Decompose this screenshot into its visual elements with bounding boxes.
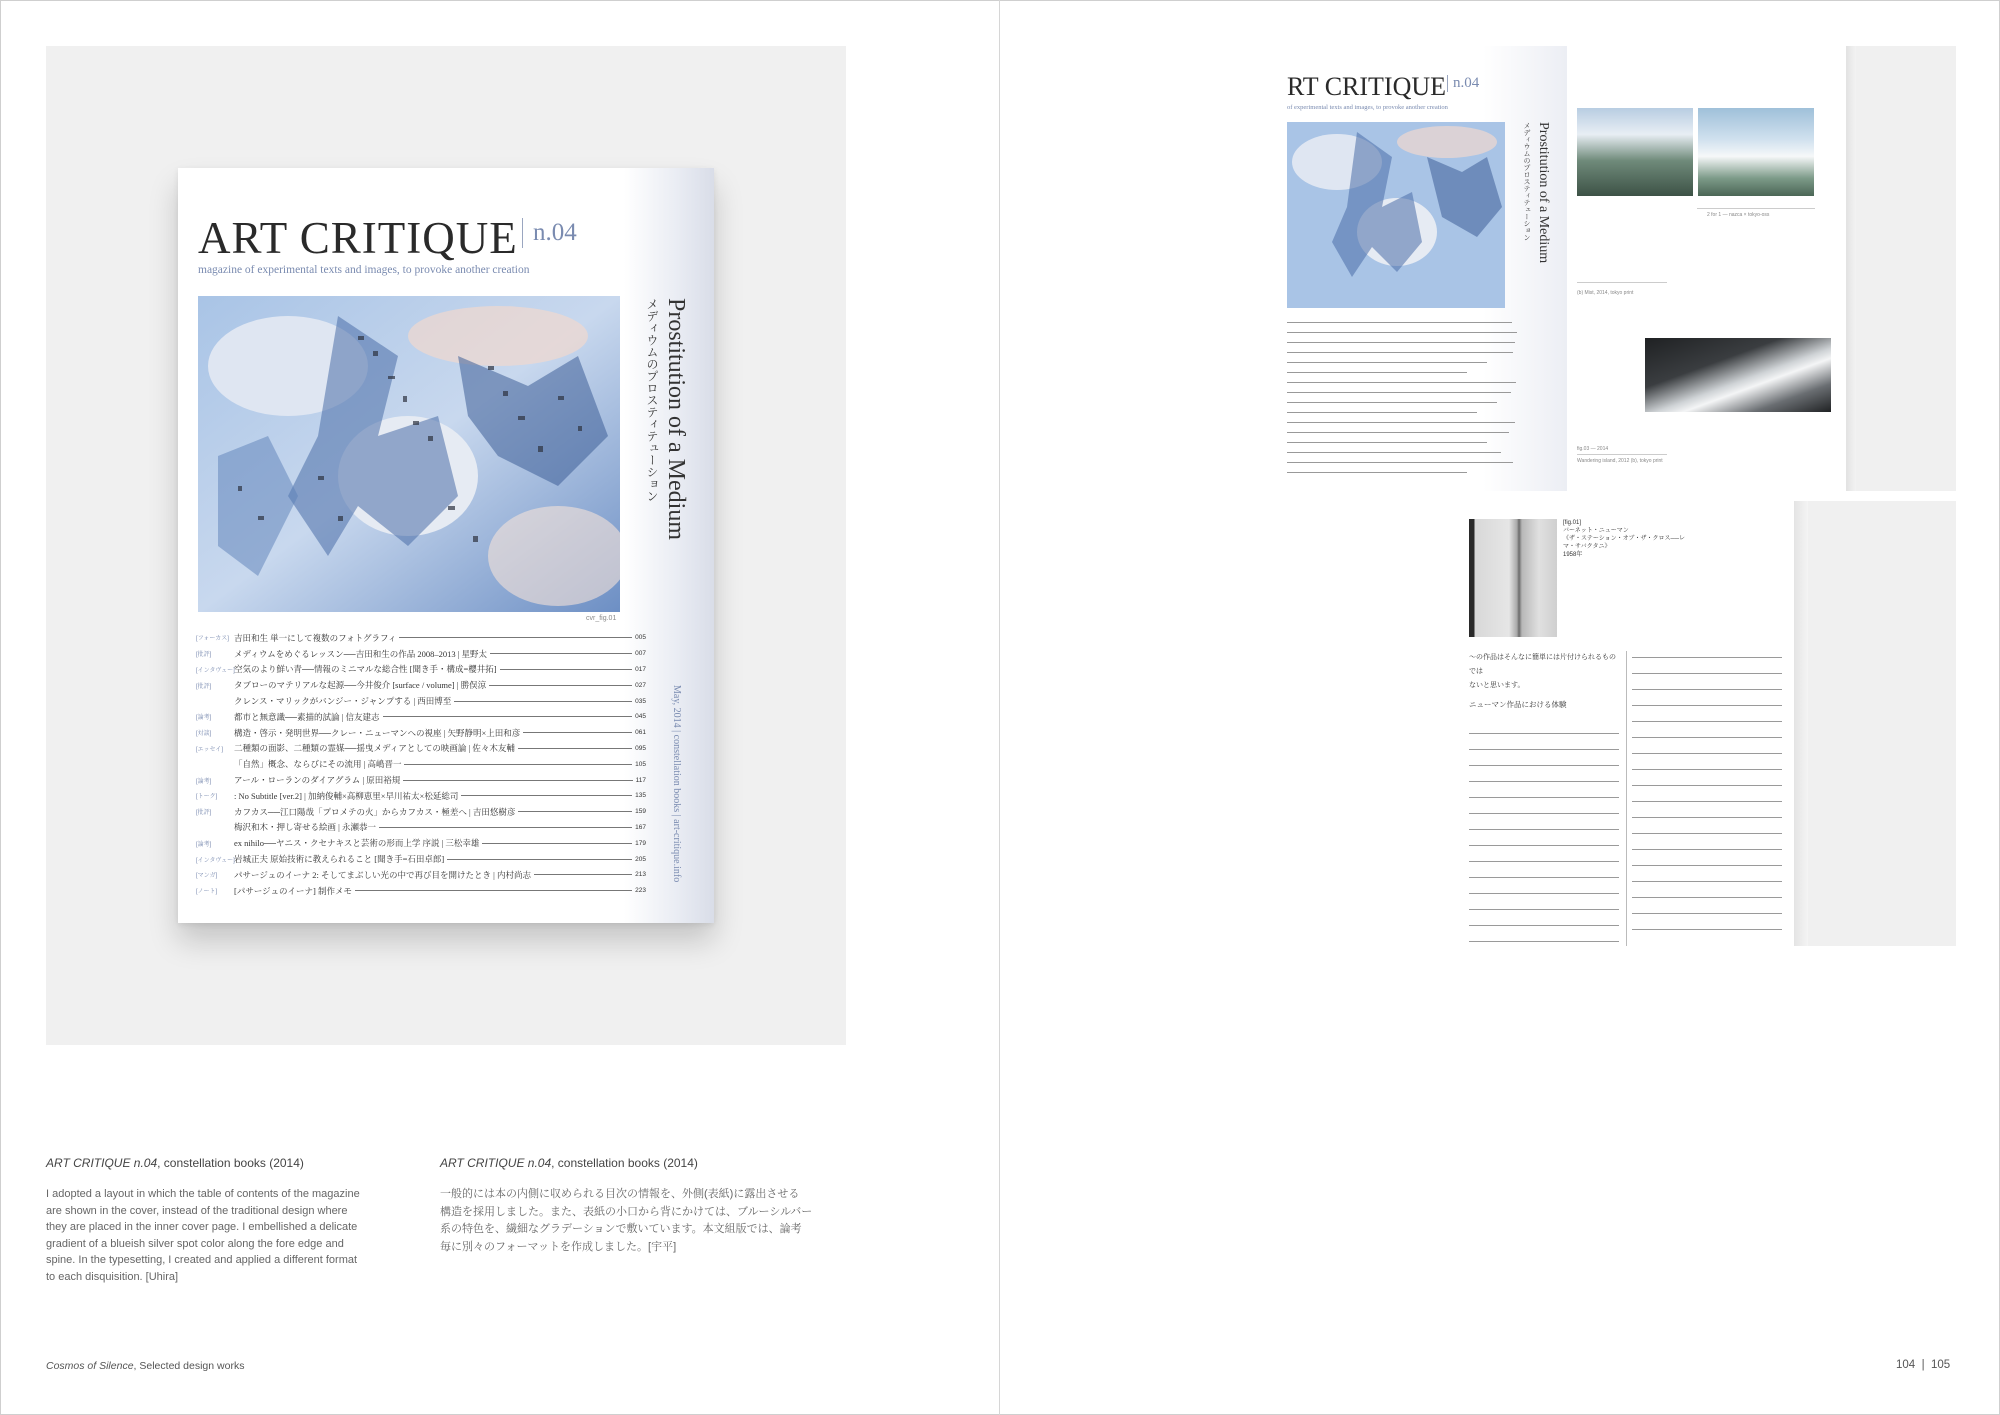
spread1-toc-line: [1287, 402, 1497, 403]
body-text-line: [1469, 733, 1619, 734]
toc-row: [論考] アール・ローランのダイアグラム | 原田裕規 117: [196, 775, 646, 786]
spread1-title: RT CRITIQUE: [1287, 72, 1447, 101]
spread1-toc-line: [1287, 382, 1516, 383]
caption-en-title: ART CRITIQUE n.04, constellation books (2014): [46, 1156, 304, 1170]
magazine-cover: [178, 168, 714, 923]
body-text-line: [1632, 657, 1782, 658]
body-text-line: [1632, 833, 1782, 834]
body-text-line: [1632, 913, 1782, 914]
spread2-text-page: [1287, 501, 1794, 946]
body-text-line: [1632, 849, 1782, 850]
gutter-line: [999, 0, 1000, 1415]
body-text-line: [1632, 897, 1782, 898]
caption-jp-body: 一般的には本の内側に収められる目次の情報を、外側(表紙)に露出させる 構造を採用しました。また、表紙の小口から背にかけては、ブルーシルバー 系の特色を、繊細なグラデーションで敷いています。本文組版では、論考 毎に別々のフォーマットを作成しました。[宇平]: [440, 1188, 813, 1253]
spread1-shadow: [1846, 46, 1856, 491]
caption-en-body: I adopted a layout in which the table of contents of the magazine are shown in the cover, instead of the traditional design where they are placed in the inner cover page. I embellished a delicate gradient of a blueish silver spot color along the fore edge and spine. In the typesetting, I created and applied a different format to each disquisition. [Uhira]: [46, 1188, 360, 1283]
spread1-toc-line: [1287, 412, 1477, 413]
spread1-toc-line: [1287, 322, 1512, 323]
body-text-line: [1632, 881, 1782, 882]
body-text-line: [1632, 689, 1782, 690]
body-text-line: [1632, 785, 1782, 786]
spread1-toc-line: [1287, 342, 1515, 343]
spread1-photo-3: [1645, 338, 1831, 412]
spread2-figure: [1469, 519, 1557, 637]
page-numbers: 104 | 105: [1896, 1359, 1951, 1371]
spread2-section-heading: ニューマン作品における体験: [1469, 700, 1567, 709]
toc-row: [対談] 構造・啓示・発明世界──クレー・ニューマンへの視座 | 矢野静明×上田和彦 061: [196, 727, 646, 738]
body-text-line: [1632, 769, 1782, 770]
spread1-photo-2: [1698, 108, 1814, 196]
cover-vertical-date: May, 2014 | constellation books | art-critique.info: [671, 685, 682, 883]
spread1-toc-line: [1287, 392, 1511, 393]
spread1-photo-caption-4: (b) Mist, 2014, tokyo print: [1577, 290, 1634, 296]
spread1-right-page: [1567, 46, 1846, 491]
toc-row: 「自然」概念、ならびにその流用 | 高嶋晋一 105: [234, 759, 646, 770]
spread1-photo-1: [1577, 108, 1693, 196]
spread1-rule: [1577, 454, 1667, 455]
cover-art-caption: cvr_fig.01: [586, 615, 617, 622]
spread1-toc-line: [1287, 442, 1487, 443]
toc-row: [批評] カフカス──江口陽哉「プロメテの火」からカフカス・極差へ | 吉田悠樹彦 159: [196, 806, 646, 817]
body-text-line: [1469, 829, 1619, 830]
footer-book-title: Cosmos of Silence, Selected design works: [46, 1360, 245, 1372]
toc-row: [インタヴュー] 岩城正夫 原始技術に教えられること [聞き手=石田卓郎] 205: [196, 854, 646, 865]
body-text-line: [1469, 877, 1619, 878]
magazine-title: ART CRITIQUE: [198, 213, 518, 263]
toc-row: [批評] タブローのマテリアルな起源──今井俊介 [surface / volume] | 勝俣涼 027: [196, 680, 646, 691]
spread1-toc-line: [1287, 372, 1467, 373]
spread1-issue: n.04: [1447, 75, 1479, 92]
spread1-subtitle: of experimental texts and images, to provoke another creation: [1287, 104, 1448, 111]
body-text-line: [1632, 721, 1782, 722]
toc-row: [ノート] [パサージュのイーナ] 制作メモ 223: [196, 885, 646, 896]
spread1-toc-line: [1287, 452, 1501, 453]
body-text-line: [1469, 845, 1619, 846]
spread1-photo-caption-2: Wandering island, 2012 (b), tokyo print: [1577, 458, 1663, 464]
spread1-vertical-title-jp: メディウムのプロスティテューション: [1523, 122, 1530, 241]
body-text-line: [1632, 929, 1782, 930]
cover-vertical-title-jp: メディウムのプロスティテューション: [645, 298, 659, 502]
toc-row: [エッセイ] 二種類の面影、二種類の霊媒──揺曳メディアとしての映画論 | 佐々木友輔 095: [196, 743, 646, 754]
body-text-line: [1469, 925, 1619, 926]
cover-artwork: [198, 296, 620, 612]
spread1-cover-artwork: [1287, 122, 1505, 308]
spread2-figure-caption: [fig.01] バーネット・ニューマン 《ザ・ステーション・オブ・ザ・クロス──レマ・サバクタニ》 1958年: [1563, 520, 1685, 558]
toc-row: [インタヴュー] 空気のより鮮い青──情報のミニマルな総合性 [聞き手・構成=櫻井拓] 017: [196, 664, 646, 675]
body-text-line: [1469, 765, 1619, 766]
spread1-rule: [1577, 282, 1667, 283]
body-text-line: [1469, 909, 1619, 910]
magazine-subtitle: magazine of experimental texts and images, to provoke another creation: [198, 264, 530, 276]
body-text-line: [1469, 941, 1619, 942]
spread1-toc-line: [1287, 462, 1513, 463]
spread1-toc-line: [1287, 422, 1515, 423]
spread1-toc-line: [1287, 432, 1509, 433]
body-text-line: [1632, 705, 1782, 706]
toc-row: [批評] メディウムをめぐるレッスン──吉田和生の作品 2008–2013 | 星野太 007: [196, 648, 646, 659]
spread2-gutter-shadow: [1794, 501, 1808, 946]
cover-vertical-title: Prostitution of a Medium: [663, 298, 689, 540]
toc-row: クレンス・マリックがバンジー・ジャンプする | 西田博至 035: [234, 696, 646, 707]
spread1-toc-line: [1287, 472, 1467, 473]
toc-row: [トーク] : No Subtitle [ver.2] | 加納俊輔×高柳恵里×早川祐太×松延総司 135: [196, 790, 646, 801]
caption-jp-title: ART CRITIQUE n.04, constellation books (2014): [440, 1156, 698, 1170]
toc-row: [論考] 都市と無意識──素描的試論 | 信友建志 045: [196, 711, 646, 722]
body-text-line: [1469, 749, 1619, 750]
spread1-rule: [1697, 208, 1815, 209]
magazine-issue: n.04: [522, 218, 577, 248]
toc-row: [論考] ex nihilo──ヤニス・クセナキスと芸術の形而上学 序説 | 三松幸雄 179: [196, 838, 646, 849]
body-text-line: [1469, 813, 1619, 814]
spread1-vertical-title: Prostitution of a Medium: [1536, 122, 1551, 264]
body-text-line: [1469, 893, 1619, 894]
spread1-toc-line: [1287, 362, 1487, 363]
body-text-line: [1632, 801, 1782, 802]
column-divider: [1626, 651, 1627, 946]
body-text-line: [1632, 817, 1782, 818]
spread1-toc-line: [1287, 352, 1513, 353]
toc-row: [マンガ] パサージュのイーナ 2: そしてまぶしい光の中で再び目を開けたとき | 内村尚志 213: [196, 869, 646, 880]
cover-table-of-contents: [196, 630, 646, 899]
body-text-line: [1632, 673, 1782, 674]
spread1-photo-caption-3: fig.03 — 2014: [1577, 446, 1609, 452]
body-text-line: [1469, 797, 1619, 798]
spread1-cover: [1287, 46, 1567, 491]
body-text-line: [1632, 865, 1782, 866]
body-text-line: [1632, 737, 1782, 738]
spread1-toc-line: [1287, 332, 1517, 333]
toc-row: [フォーカス] 吉田和生 単一にして複数のフォトグラフィ 005: [196, 632, 646, 643]
body-text-line: [1469, 861, 1619, 862]
body-text-line: [1469, 781, 1619, 782]
toc-row: 梅沢和木・押し寄せる絵画 | 永瀬恭一 167: [234, 822, 646, 833]
body-text-line: [1632, 753, 1782, 754]
spread2-intro-text: 〜の作品はそんなに簡単には片付けられるものでは ないと思います。: [1469, 654, 1616, 689]
spread1-photo-caption-1: 2 for 1 — nazca × tokyo-oss: [1707, 212, 1770, 218]
